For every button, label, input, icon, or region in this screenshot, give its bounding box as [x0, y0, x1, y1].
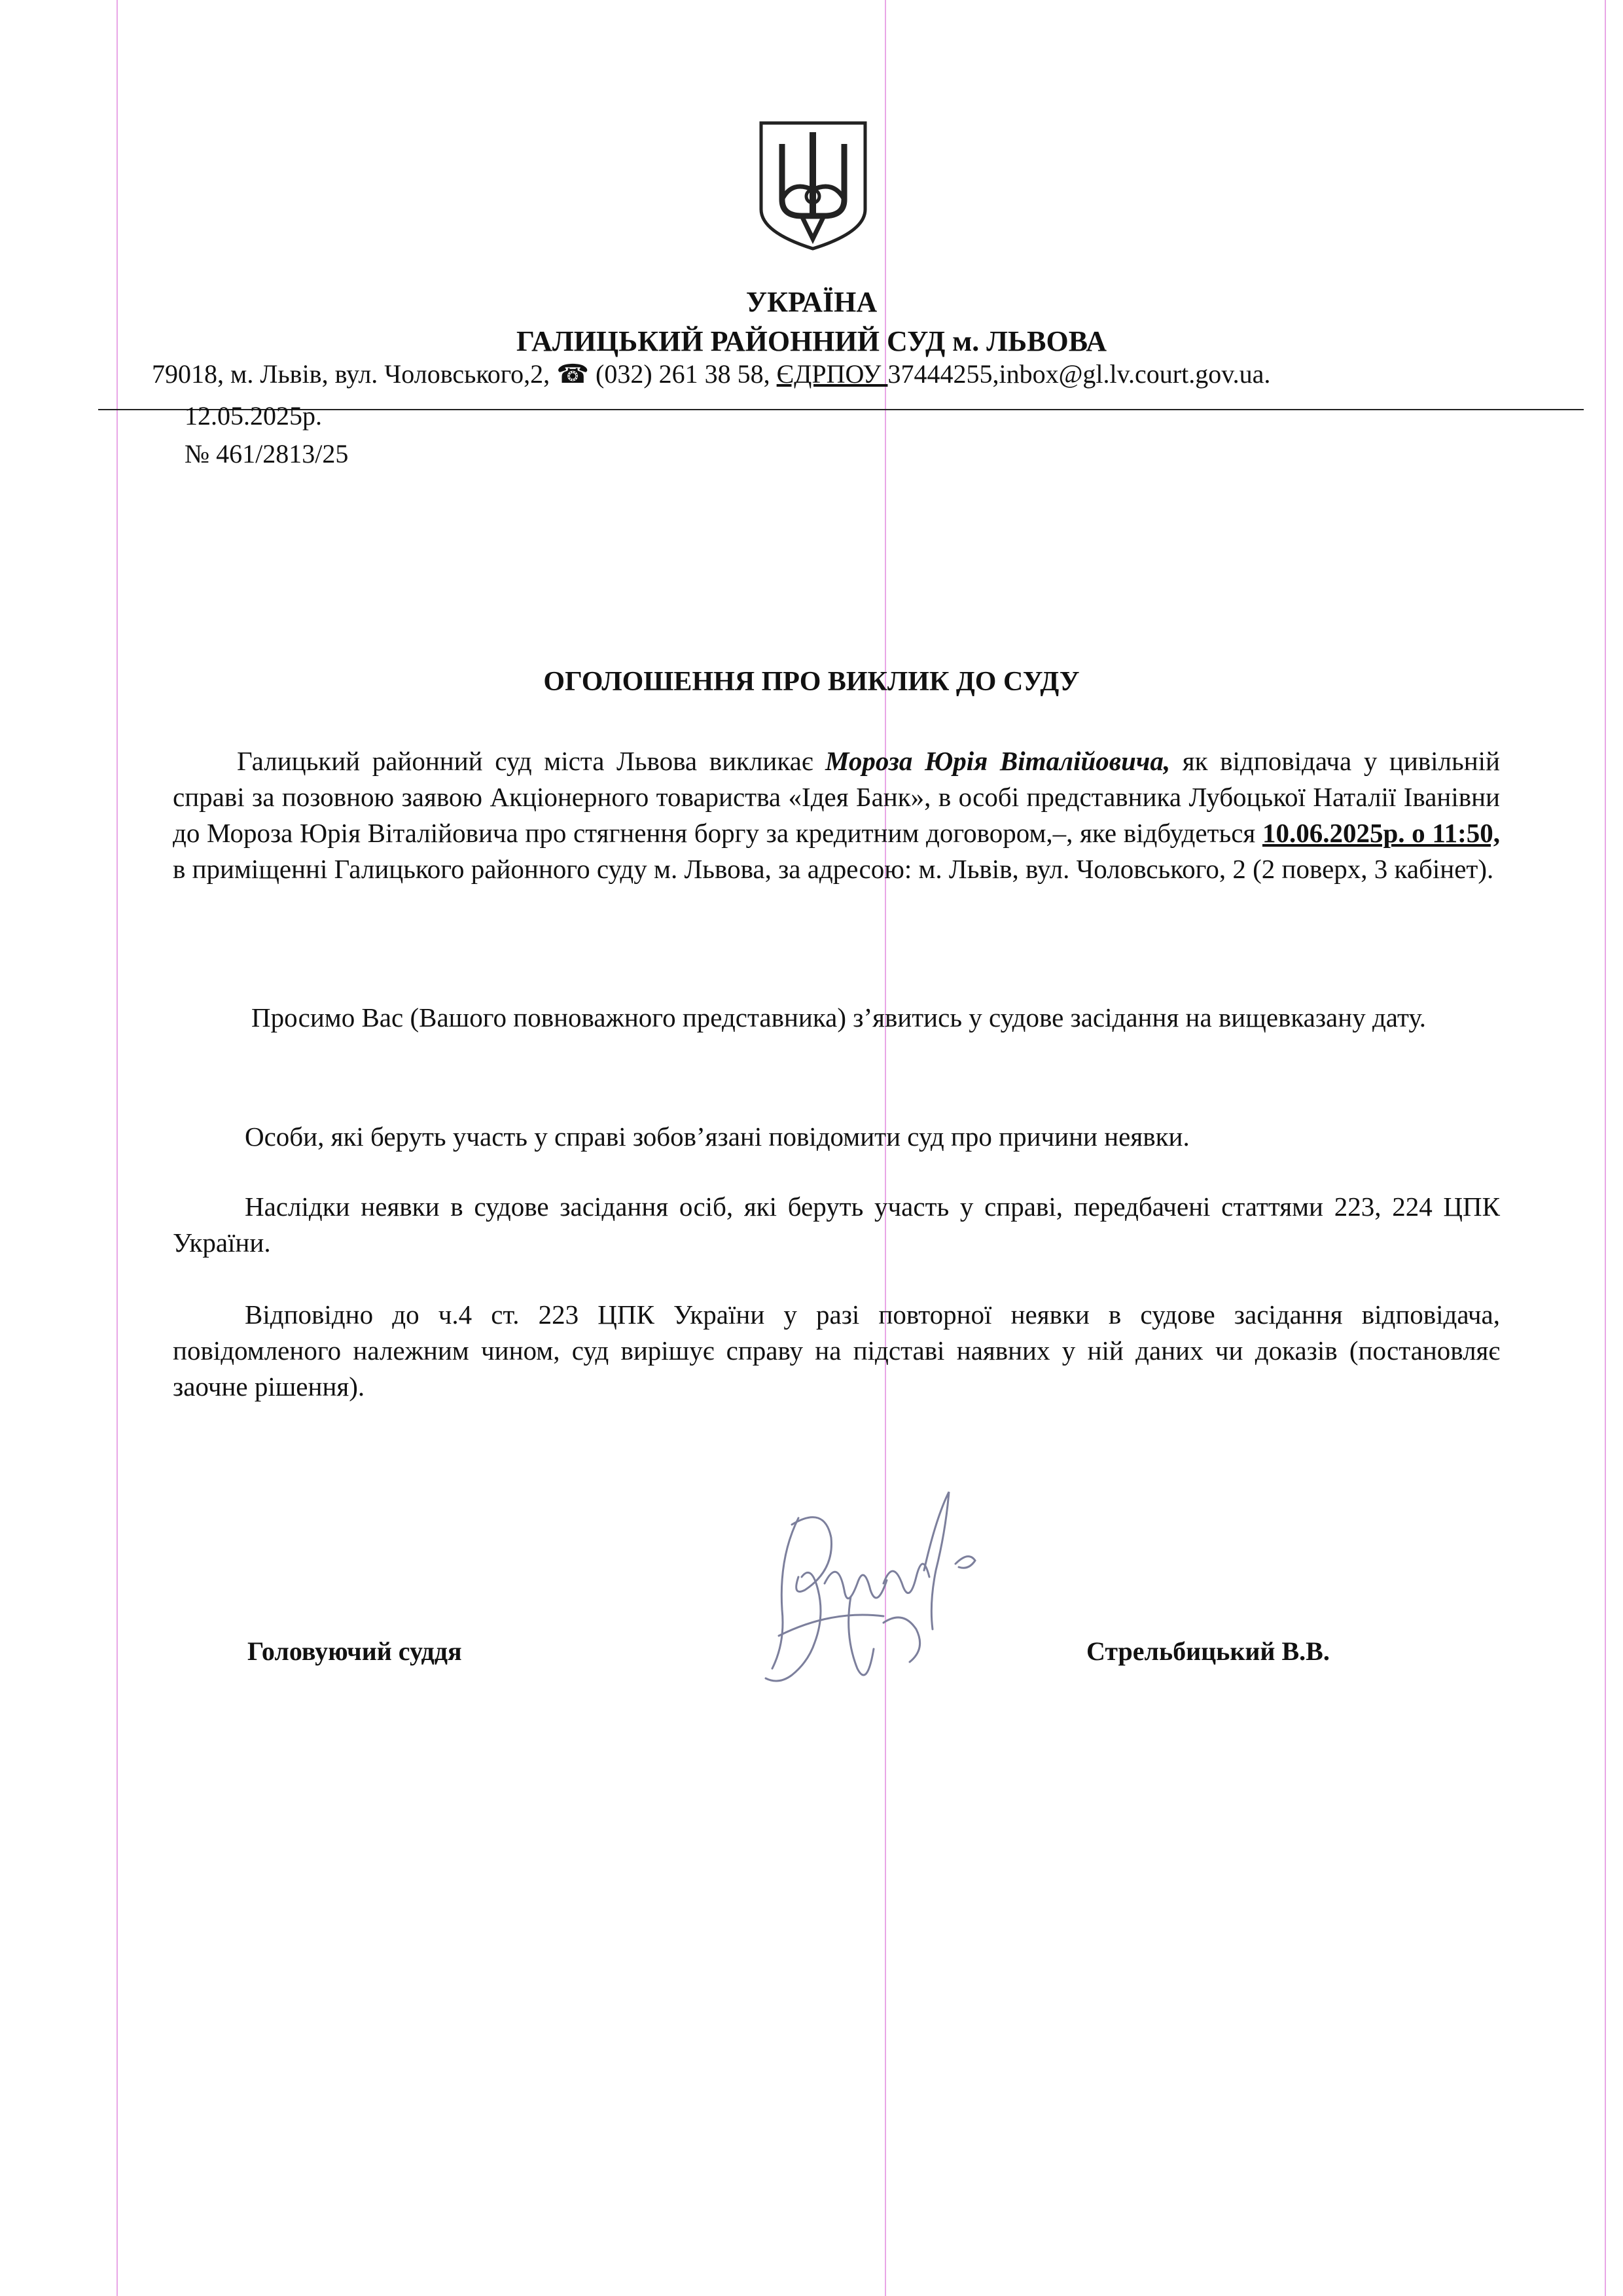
edrpou-label: ЄДРПОУ	[776, 359, 888, 389]
header-country: УКРАЇНА	[745, 286, 878, 318]
paragraph-summons	[173, 743, 1500, 887]
paragraph-notify-absence	[173, 1119, 1500, 1155]
court-phone: (032) 261 38 58,	[589, 359, 777, 389]
court-address-line	[152, 359, 1270, 389]
court-address: 79018, м. Львів, вул. Чоловського,2,	[152, 359, 557, 389]
notify-absence-text: Особи, які беруть участь у справі зобов’язані повідомити суд про причини неявки.	[245, 1122, 1190, 1152]
document-date: 12.05.2025р.	[185, 401, 322, 431]
header-court-name: ГАЛИЦЬКИЙ РАЙОННИЙ СУД м. ЛЬВОВА	[516, 325, 1107, 357]
case-number: № 461/2813/25	[185, 439, 349, 468]
paragraph-default-judgment	[173, 1297, 1500, 1405]
defendant-name: Мороза Юрія Віталійовича,	[825, 746, 1171, 776]
coat-of-arms-trident-icon	[756, 118, 870, 252]
edrpou-and-email: 37444255,inbox@gl.lv.court.gov.ua.	[887, 359, 1271, 389]
phone-icon: ☎	[556, 359, 590, 389]
handwritten-signature-icon	[753, 1479, 988, 1695]
paragraph-consequences	[173, 1189, 1500, 1261]
presiding-judge-title: Головуючий суддя	[247, 1636, 462, 1666]
summons-text-end: в приміщенні Галицького районного суду м. Львова, за адресою: м. Львів, вул. Чоловського, 2 (2 поверх, 3 кабінет).	[173, 854, 1494, 884]
hearing-datetime: 10.06.2025р. о 11:50,	[1262, 818, 1500, 848]
paragraph-request-appear	[173, 1000, 1500, 1036]
document-title: ОГОЛОШЕННЯ ПРО ВИКЛИК ДО СУДУ	[543, 667, 1080, 697]
request-appear-text: Просимо Вас (Вашого повноважного представника) з’явитись у судове засідання на вищевказану дату.	[251, 1002, 1426, 1033]
consequences-text: Наслідки неявки в судове засідання осіб, які беруть участь у справі, передбачені статтями 223, 224 ЦПК України.	[173, 1192, 1500, 1258]
default-judgment-text: Відповідно до ч.4 ст. 223 ЦПК України у разі повторної неявки в судове засідання відповідача, повідомленого належним чином, суд вирішує справу на підставі наявних у ній даних чи доказів (постановляє заочне рішення).	[173, 1299, 1500, 1402]
judge-name: Стрельбицький В.В.	[1086, 1636, 1330, 1666]
summons-text-middle: як відповідача у цивільній справі за позовною заявою Акціонерного товариства «Ідея Банк», в особі представника Лубоцької Наталії Іванівни до Мороза Юрія Віталійовича про стягнення боргу за кредитним договором,–, яке відбудеться	[173, 746, 1500, 848]
summons-text-start: Галицький районний суд міста Львова викликає	[237, 746, 826, 776]
